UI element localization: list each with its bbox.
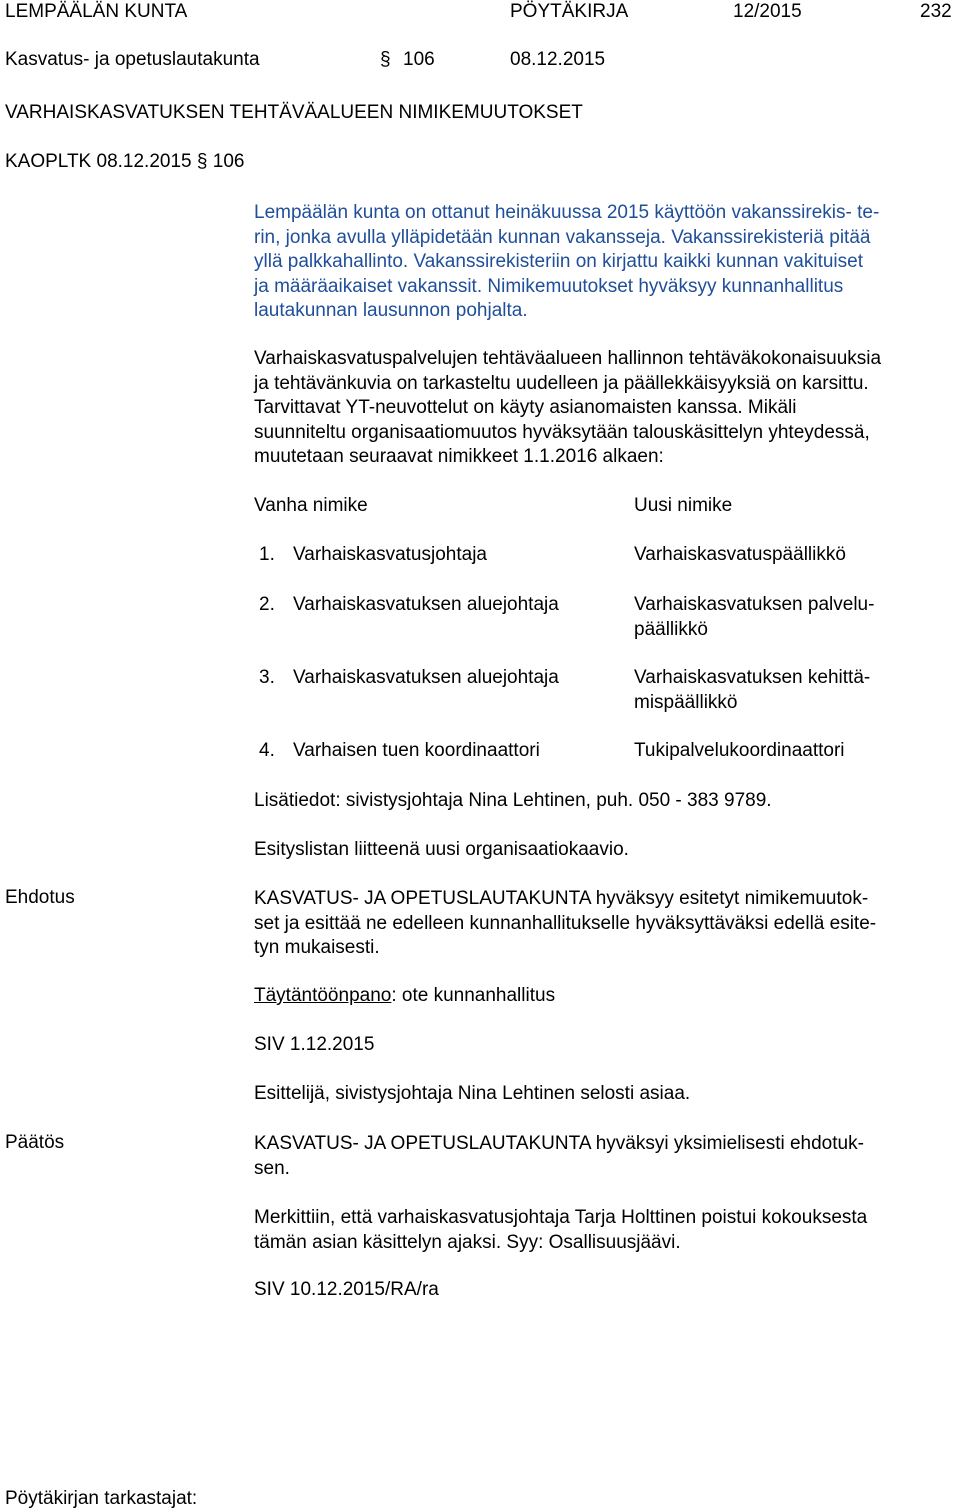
minutes-inspectors-label: Pöytäkirjan tarkastajat: <box>5 1488 198 1509</box>
new-title-continuation: mispäällikkö <box>634 692 738 713</box>
decision-line: KASVATUS- JA OPETUSLAUTAKUNTA hyväksyi yksimielisesti ehdotuk- <box>254 1133 864 1154</box>
meeting-date: 08.12.2015 <box>510 49 606 70</box>
new-title: Varhaiskasvatuksen kehittä- <box>634 667 871 688</box>
row-number: 3. <box>259 667 275 688</box>
body-line: Varhaiskasvatuspalvelujen tehtäväalueen hallinnon tehtäväkokonaisuuksia <box>254 348 882 369</box>
decision-line: sen. <box>254 1157 290 1179</box>
decision-note <box>254 1206 954 1255</box>
body-line: Tarvittavat YT-neuvottelut on käyty asianomaisten kanssa. Mikäli <box>254 397 797 418</box>
new-title-continuation: päällikkö <box>634 619 708 640</box>
body-line: ja tehtävänkuvia on tarkasteltu uudelleen ja päällekkäisyyksiä on karsittu. <box>254 372 869 394</box>
proposal-line: tyn mukaisesti. <box>254 937 380 958</box>
proposal-label: Ehdotus <box>5 887 75 908</box>
new-title: Varhaiskasvatuspäällikkö <box>634 544 846 565</box>
document-type: PÖYTÄKIRJA <box>510 1 629 22</box>
proposal-line: KASVATUS- JA OPETUSLAUTAKUNTA hyväksyy esitetyt nimikemuutok- <box>254 888 869 909</box>
municipality-name: LEMPÄÄLÄN KUNTA <box>5 1 188 22</box>
reference-symbol: § <box>196 151 208 172</box>
body-paragraph <box>254 347 954 470</box>
intro-paragraph <box>254 201 954 324</box>
execution-value: : ote kunnanhallitus <box>391 985 556 1006</box>
reference-line <box>5 151 244 173</box>
execution-line <box>254 985 555 1007</box>
attachment-note: Esityslistan liitteenä uusi organisaatiokaavio. <box>254 839 629 860</box>
row-number: 4. <box>259 740 275 761</box>
proposal-text <box>254 887 954 961</box>
intro-line: rin, jonka avulla ylläpidetään kunnan vakansseja. Vakanssirekisteriä pitää <box>254 226 871 248</box>
row-number: 1. <box>259 544 275 565</box>
page-number: 232 <box>920 1 952 22</box>
reference-text: KAOPLTK 08.12.2015 <box>5 151 192 172</box>
intro-line: ja määräaikaiset vakanssit. Nimikemuutokset hyväksyy kunnanhallitus <box>254 275 844 297</box>
new-title-header: Uusi nimike <box>634 495 733 516</box>
decision-note-line: tämän asian käsittelyn ajaksi. Syy: Osallisuusjäävi. <box>254 1231 681 1253</box>
body-line: muutetaan seuraavat nimikkeet 1.1.2016 alkaen: <box>254 446 664 467</box>
intro-line: lautakunnan lausunnon pohjalta. <box>254 300 528 321</box>
section-number: 106 <box>403 49 435 70</box>
row-number: 2. <box>259 594 275 615</box>
decision-text <box>254 1132 954 1181</box>
execution-label: Täytäntöönpano <box>254 985 392 1006</box>
intro-line: Lempäälän kunta on ottanut heinäkuussa 2015 käyttöön vakanssirekis- te- <box>254 202 880 223</box>
intro-line: yllä palkkahallinto. Vakanssirekisteriin on kirjattu kaikki kunnan vakituiset <box>254 251 863 272</box>
decision-label: Päätös <box>5 1132 65 1153</box>
old-title: Varhaisen tuen koordinaattori <box>293 740 540 761</box>
old-title-header: Vanha nimike <box>254 495 368 516</box>
body-line: suunniteltu organisaatiomuutos hyväksytään talouskäsittelyn yhteydessä, <box>254 421 870 443</box>
old-title: Varhaiskasvatuksen aluejohtaja <box>293 667 559 688</box>
contact-info: Lisätiedot: sivistysjohtaja Nina Lehtinen, puh. 050 - 383 9789. <box>254 790 772 811</box>
section-symbol: § <box>380 49 391 70</box>
new-title: Varhaiskasvatuksen palvelu- <box>634 594 875 615</box>
old-title: Varhaiskasvatuksen aluejohtaja <box>293 594 559 615</box>
siv-date: SIV 1.12.2015 <box>254 1034 375 1055</box>
new-title: Tukipalvelukoordinaattori <box>634 740 845 761</box>
proposal-line: set ja esittää ne edelleen kunnanhallitukselle hyväksyttäväksi edellä esite- <box>254 912 877 934</box>
board-name: Kasvatus- ja opetuslautakunta <box>5 49 260 70</box>
presenter-note: Esittelijä, sivistysjohtaja Nina Lehtinen selosti asiaa. <box>254 1083 691 1104</box>
reference-number: 106 <box>212 151 245 172</box>
page-title: VARHAISKASVATUKSEN TEHTÄVÄALUEEN NIMIKEMUUTOKSET <box>5 102 583 123</box>
decision-note-line: Merkittiin, että varhaiskasvatusjohtaja Tarja Holttinen poistui kokouksesta <box>254 1207 868 1228</box>
document-number: 12/2015 <box>733 1 802 22</box>
siv-reference: SIV 10.12.2015/RA/ra <box>254 1279 439 1300</box>
old-title: Varhaiskasvatusjohtaja <box>293 544 487 565</box>
